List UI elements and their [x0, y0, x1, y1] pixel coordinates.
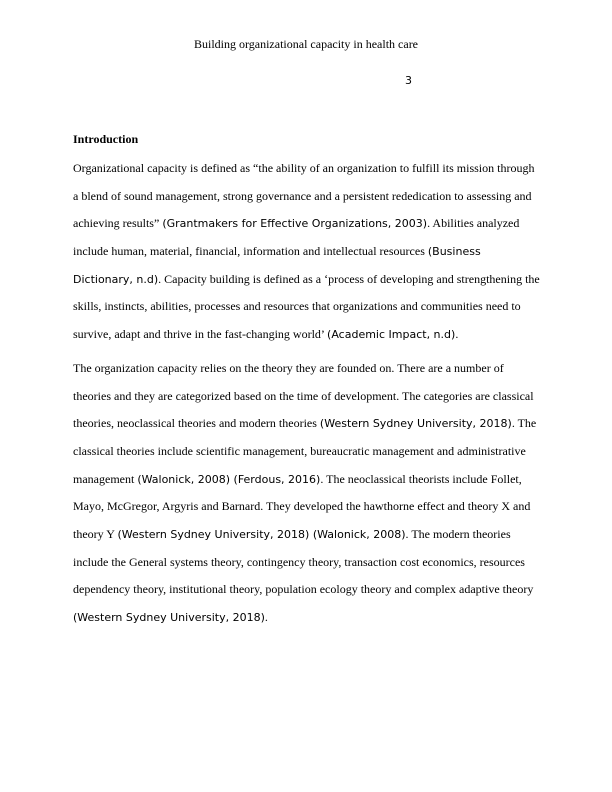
text-run: classical theories include scientific management, bureaucratic management and administrative	[73, 443, 526, 458]
text-run: include human, material, financial, information and intellectual resources	[73, 244, 428, 259]
text-run: . Capacity building is defined as a ‘process of developing and strengthening the	[158, 271, 540, 286]
body-paragraph	[73, 155, 543, 349]
text-run: a blend of sound management, strong governance and a persistent rededication to assessing and	[73, 188, 532, 203]
text-run: include the General systems theory, contingency theory, transaction cost economics, resources	[73, 554, 525, 569]
text-run: .	[264, 610, 268, 624]
text-run: theory Y	[73, 526, 118, 541]
text-line	[73, 155, 543, 183]
text-line	[73, 438, 543, 466]
body-paragraph	[73, 355, 543, 632]
document-body	[73, 130, 543, 632]
text-run: management	[73, 471, 138, 486]
text-run: dependency theory, institutional theory, population ecology theory and complex adaptive theory	[73, 582, 534, 597]
text-run: theories and they are categorized based on the time of development. The categories are classical	[73, 388, 534, 403]
text-run: survive, adapt and thrive in the fast-changing world’	[73, 327, 328, 342]
text-line	[73, 266, 543, 294]
text-run: . Abilities analyzed	[427, 216, 520, 231]
text-run: theories, neoclassical theories and modern theories	[73, 416, 320, 431]
paragraph-container	[73, 155, 543, 632]
text-run: skills, instincts, abilities, processes and resources that organizations and communities need to	[73, 299, 521, 314]
text-line	[73, 293, 543, 321]
citation: (Business	[427, 245, 481, 259]
text-run: achieving results”	[73, 216, 163, 231]
text-run: . The modern theories	[405, 526, 511, 541]
text-line	[73, 238, 543, 266]
text-line	[73, 383, 543, 411]
text-line	[73, 549, 543, 577]
text-run: .	[455, 327, 459, 342]
running-head: Building organizational capacity in health care	[193, 37, 419, 51]
text-line	[73, 521, 543, 549]
text-line	[73, 410, 543, 438]
text-line	[73, 493, 543, 521]
citation: (Western Sydney University, 2018)	[319, 417, 512, 431]
citation: Dictionary, n.d)	[73, 272, 159, 286]
citation: (Academic Impact, n.d)	[327, 328, 456, 342]
citation: (Western Sydney University, 2018) (Walonick, 2008)	[117, 527, 406, 541]
text-line	[73, 183, 543, 211]
text-run: The organization capacity relies on the theory they are founded on. There are a number of	[73, 360, 504, 375]
text-run: . The neoclassical theorists include Follet,	[320, 471, 522, 486]
text-line	[73, 604, 543, 632]
text-line	[73, 321, 543, 349]
citation: (Western Sydney University, 2018)	[73, 611, 265, 624]
citation: (Walonick, 2008) (Ferdous, 2016)	[137, 472, 321, 486]
citation: (Grantmakers for Effective Organizations, 2003)	[162, 217, 428, 231]
text-run: Organizational capacity is defined as “the ability of an organization to fulfill its mission through	[73, 161, 535, 175]
section-heading: Introduction	[73, 132, 139, 146]
page-number: 3	[405, 74, 412, 87]
text-line	[73, 576, 543, 604]
text-line	[73, 466, 543, 494]
text-run: . The	[511, 416, 537, 431]
text-line	[73, 210, 543, 238]
text-line	[73, 355, 543, 383]
text-run: Mayo, McGregor, Argyris and Barnard. They developed the hawthorne effect and theory X and	[73, 499, 531, 514]
